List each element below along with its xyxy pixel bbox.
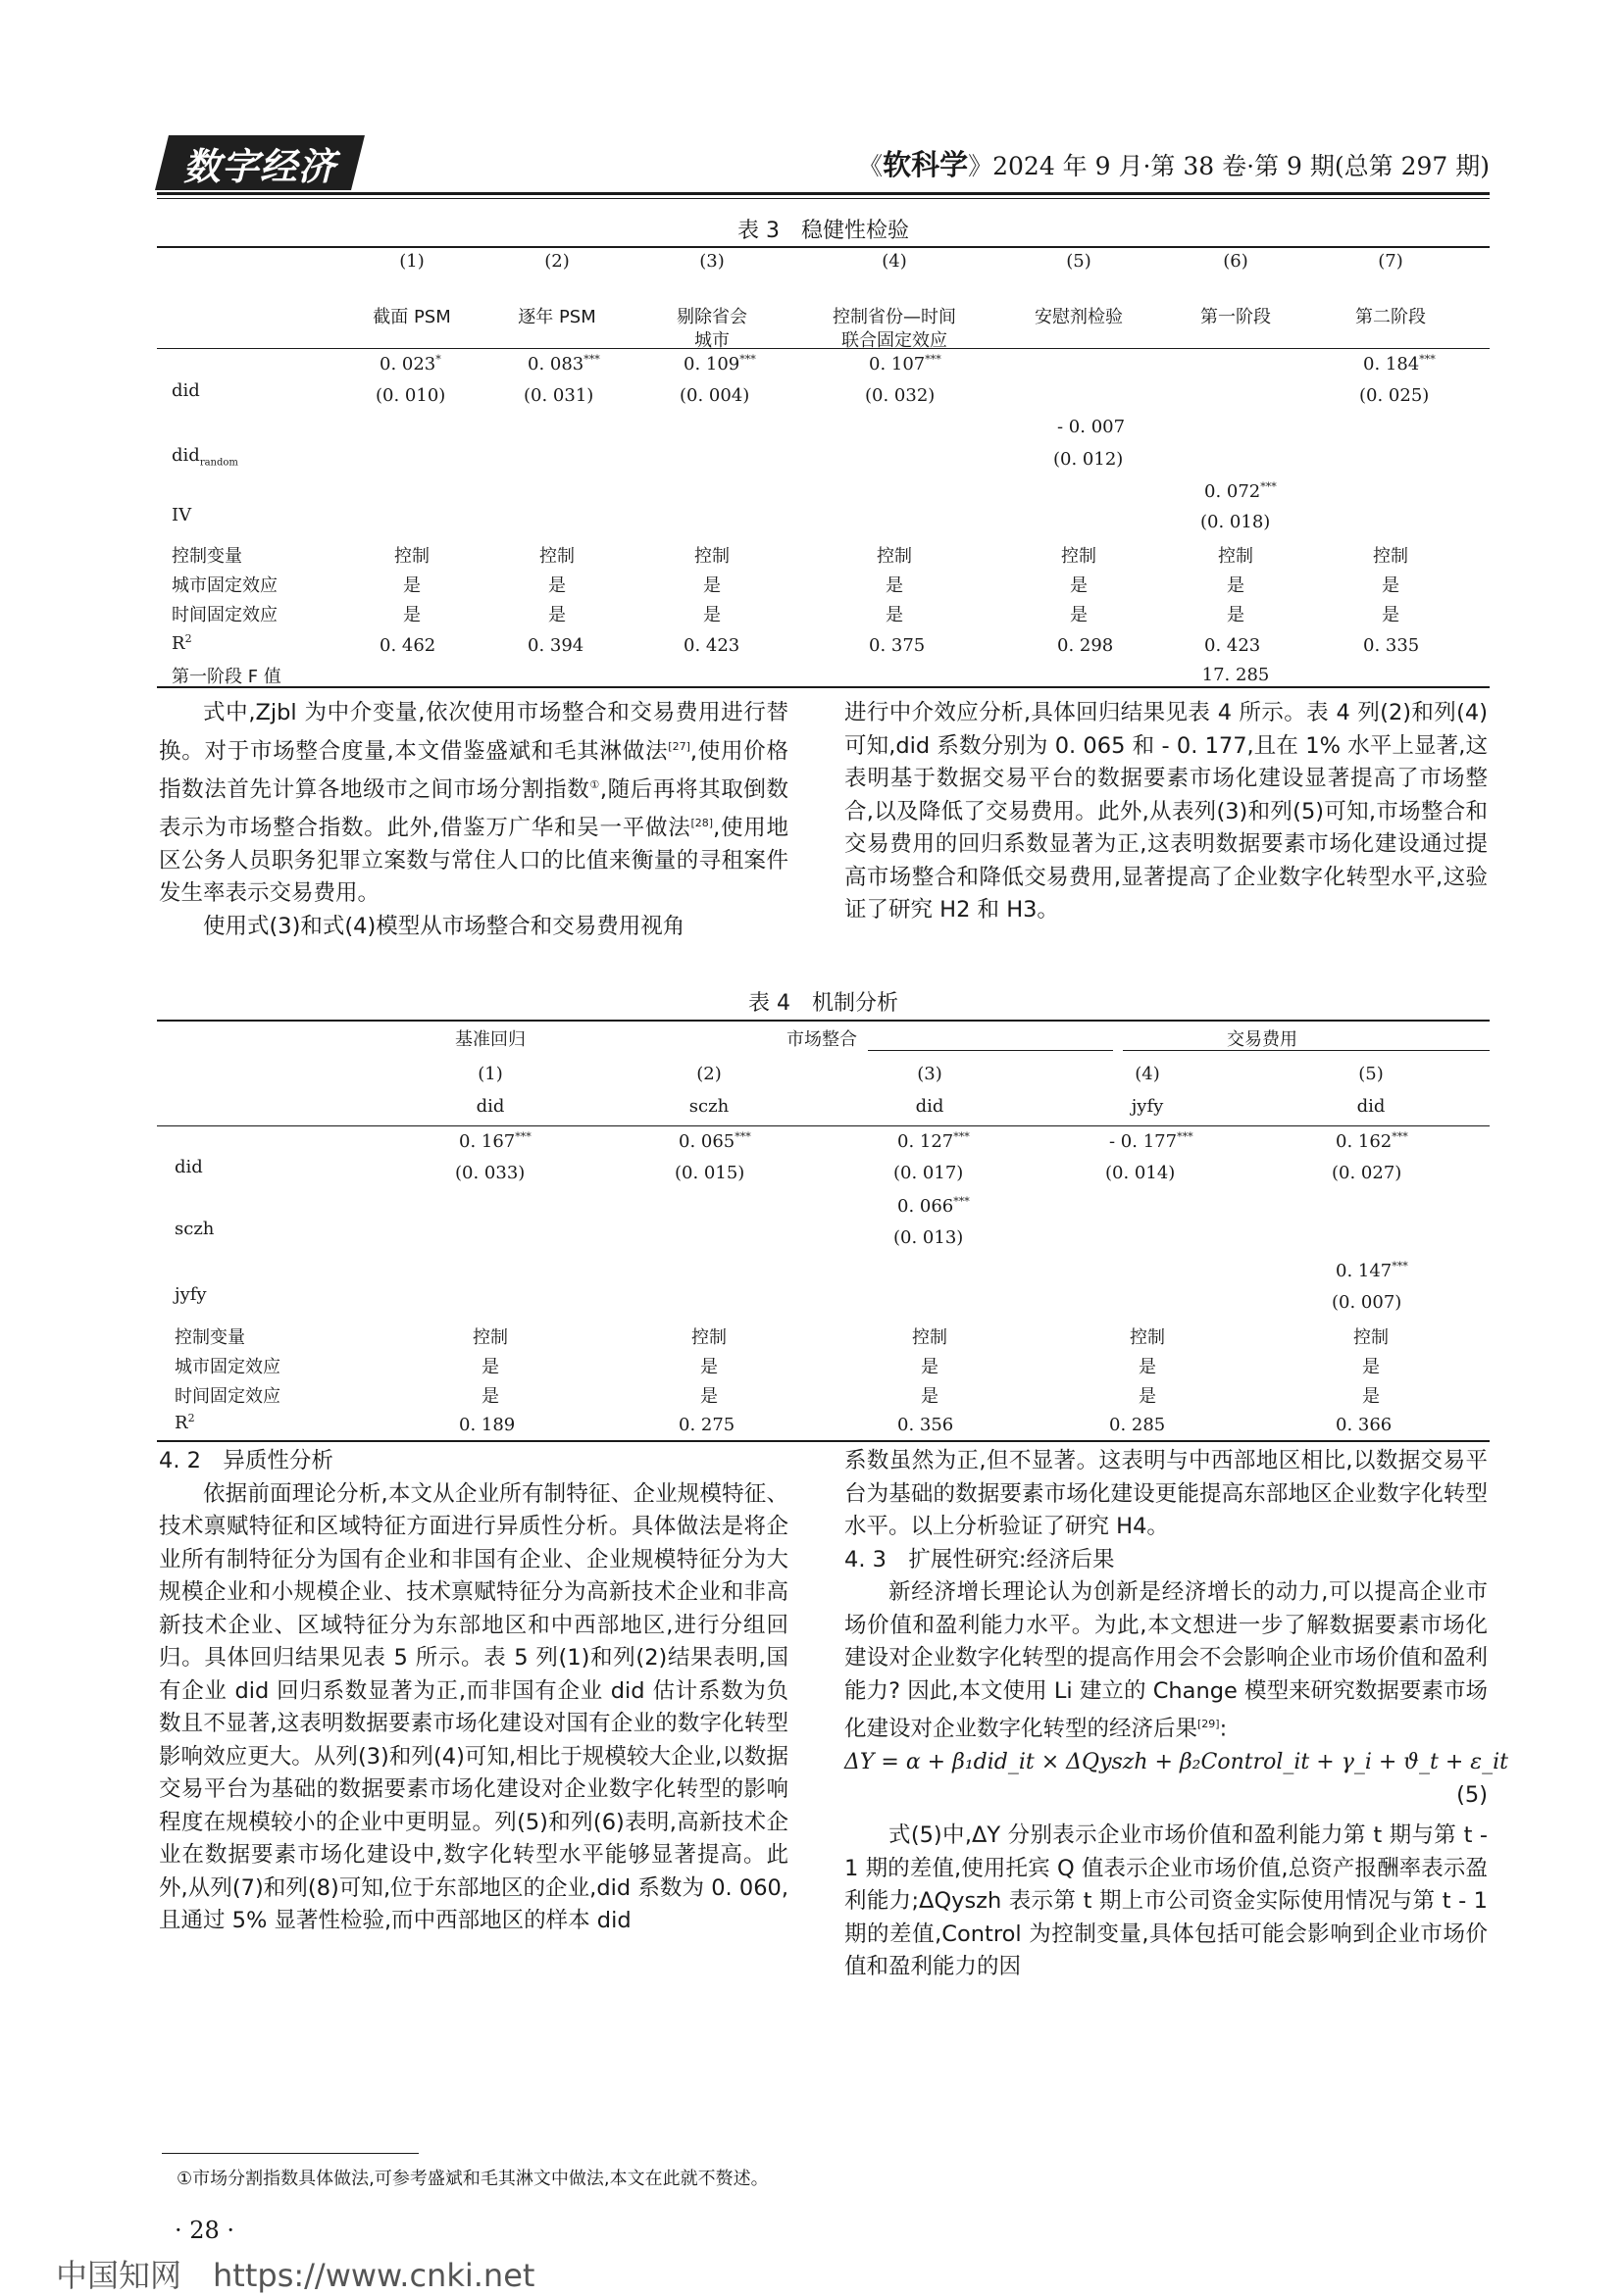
t3-did-se: (0. 032) xyxy=(865,385,936,406)
table4-group-rule-cost xyxy=(1123,1050,1490,1051)
significance-stars: *** xyxy=(925,353,941,366)
t3-did-coef xyxy=(1363,353,1436,374)
t3-row-label-city_fe: 城市固定效应 xyxy=(172,575,278,596)
t3-city_fe-value: 是 xyxy=(1382,575,1399,596)
t3-city_fe-value: 是 xyxy=(403,575,421,596)
t3-row-label-iv: IV xyxy=(172,505,192,525)
paragraph-model: 使用式(3)和式(4)模型从市场整合和交易费用视角 xyxy=(203,913,685,939)
t4-row-label-time_fe: 时间固定效应 xyxy=(175,1386,280,1407)
coef-value: 0. 107 xyxy=(869,354,926,374)
t4-city_fe-value: 是 xyxy=(482,1357,499,1377)
t3-city_fe-value: 是 xyxy=(703,575,721,596)
t3-controls-value: 控制 xyxy=(539,546,575,567)
paragraph-growth-theory xyxy=(844,1576,1488,1746)
text-run: 式中,Zjbl 为中介变量,依次使用市场整合和交易费用进行替换。对于市场整合度量,本文借鉴盛斌和毛其淋做法 xyxy=(159,700,788,764)
coef-value: - 0. 177 xyxy=(1109,1131,1178,1152)
t3-did-se: (0. 004) xyxy=(680,385,750,406)
t4-did-coef xyxy=(897,1130,970,1152)
t3-city_fe-value: 是 xyxy=(1070,575,1088,596)
t3-time_fe-value: 是 xyxy=(548,605,566,625)
equation-number: (5) xyxy=(1456,1781,1488,1808)
header-rule-thin xyxy=(157,198,1490,199)
table3-header-rule xyxy=(157,348,1490,349)
paragraph-heterogeneity: 依据前面理论分析,本文从企业所有制特征、企业规模特征、技术禀赋特征和区域特征方面进行异质性分析。具体做法是将企业所有制特征分为国有企业和非国有企业、企业规模特征分为大规模企业和小规模企业、技术禀赋特征分为高新技术企业和非高新技术企业、区域特征分为东部地区和中西部地区,进行分组回归。具体回归结果见表 5 所示。表 5 列(1)和列(2)结果表明,国有企业 did 回归系数显著为正,而非国有企业 did 估计系数为负数且不显著,这表明数据要素市场化建设对国有企业的数字化转型影响效应更大。从列(3)和列(4)可知,相比于规模较大企业,以数据交易平台为基础的数据要素市场化建设对企业数字化转型的影响程度在规模较小的企业中更明显。列(5)和列(6)表明,高新技术企业在数据要素市场化建设中,数字化转型水平能够显著提高。此外,从列(7)和列(8)可知,位于东部地区的企业,did 系数为 0. 060,且通过 5% 显著性检验,而中西部地区的样本 did xyxy=(159,1480,788,1933)
t4-did-se: (0. 027) xyxy=(1332,1163,1402,1183)
page-number: · 28 · xyxy=(175,2217,235,2244)
t4-jyfy-coef xyxy=(1336,1260,1408,1281)
coef-value: 0. 065 xyxy=(679,1131,735,1152)
table4-caption: 表 4 机制分析 xyxy=(748,991,898,1016)
equation-5 xyxy=(844,1746,1508,1779)
journal-issue: 》2024 年 9 月·第 38 卷·第 9 期(总第 297 期) xyxy=(968,152,1490,180)
coef-value: 0. 023 xyxy=(380,354,436,374)
significance-stars: *** xyxy=(953,1130,970,1143)
t3-row-label-f: 第一阶段 F 值 xyxy=(172,667,281,687)
t4-controls-value: 控制 xyxy=(1353,1327,1389,1348)
t4-city_fe-value: 是 xyxy=(1139,1357,1156,1377)
coef-value: 0. 109 xyxy=(684,354,740,374)
t4-row-label-city_fe: 城市固定效应 xyxy=(175,1357,280,1377)
coef-value: 0. 147 xyxy=(1336,1261,1393,1281)
t4-jyfy-se: (0. 007) xyxy=(1332,1292,1402,1313)
t4-did-coef xyxy=(1336,1130,1408,1152)
t4-time_fe-value: 是 xyxy=(1362,1386,1380,1407)
t3-did-se: (0. 025) xyxy=(1359,385,1430,406)
significance-stars: *** xyxy=(953,1195,970,1208)
t4-did-coef xyxy=(459,1130,532,1152)
t3-row-label-did-random: did$_{random}$ xyxy=(172,445,238,469)
journal-name: 软科学 xyxy=(883,148,969,181)
t4-dep-var: jyfy xyxy=(1131,1096,1164,1117)
table4-top-rule xyxy=(157,1020,1490,1022)
t3-time_fe-value: 是 xyxy=(403,605,421,625)
t3-col-label-2: 城市 xyxy=(694,330,730,351)
t3-col-num: (7) xyxy=(1378,251,1403,272)
t3-row-label-controls: 控制变量 xyxy=(172,546,242,567)
t4-row-label-jyfy: jyfy xyxy=(175,1284,207,1305)
coef-value: 0. 072 xyxy=(1204,481,1261,502)
header-rule xyxy=(157,192,1490,195)
t3-controls-value: 控制 xyxy=(1373,546,1408,567)
t3-did-se: (0. 031) xyxy=(524,385,594,406)
significance-stars: *** xyxy=(515,1130,532,1143)
significance-stars: *** xyxy=(739,353,756,366)
section-logo-text: 数字经济 xyxy=(182,144,336,188)
t4-dep-var: did xyxy=(476,1096,505,1117)
t4-col-num: (1) xyxy=(478,1064,503,1084)
t3-controls-value: 控制 xyxy=(877,546,912,567)
t3-r2-value: 0. 423 xyxy=(684,635,740,656)
t3-did-coef xyxy=(684,353,756,374)
significance-stars: *** xyxy=(1260,480,1277,493)
heading-4-2: 4. 2 异质性分析 xyxy=(159,1448,333,1473)
t4-city_fe-value: 是 xyxy=(1362,1357,1380,1377)
t4-row-label-controls: 控制变量 xyxy=(175,1327,245,1348)
t4-row-label-sczh: sczh xyxy=(175,1219,215,1239)
coef-value: 0. 127 xyxy=(897,1131,954,1152)
t4-controls-value: 控制 xyxy=(691,1327,727,1348)
t3-row-label-time_fe: 时间固定效应 xyxy=(172,605,278,625)
right-column-bottom xyxy=(844,1445,1508,1984)
t3-col-label: 安慰剂检验 xyxy=(1035,307,1123,327)
t4-time_fe-value: 是 xyxy=(700,1386,718,1407)
t4-dep-var: sczh xyxy=(688,1096,730,1117)
t3-iv-se: (0. 018) xyxy=(1200,512,1271,532)
t3-controls-value: 控制 xyxy=(1218,546,1253,567)
t3-city_fe-value: 是 xyxy=(886,575,903,596)
t3-col-num: (3) xyxy=(699,251,725,272)
t4-dep-var: did xyxy=(915,1096,944,1117)
t3-col-num: (1) xyxy=(399,251,425,272)
t3-r2-value: 0. 335 xyxy=(1363,635,1420,656)
t3-time_fe-value: 是 xyxy=(1227,605,1244,625)
t3-did-coef xyxy=(869,353,941,374)
t3-controls-value: 控制 xyxy=(394,546,430,567)
t3-col-label: 逐年 PSM xyxy=(518,307,596,327)
t3-city_fe-value: 是 xyxy=(1227,575,1244,596)
watermark: 中国知网 https://www.cnki.net xyxy=(56,2257,535,2294)
t4-did-coef xyxy=(679,1130,751,1152)
t4-row-label-r2: $R^2$ xyxy=(175,1412,195,1433)
t3-time_fe-value: 是 xyxy=(1382,605,1399,625)
text-run: 新经济增长理论认为创新是经济增长的动力,可以提高企业市场价值和盈利能力水平。为此,本文想进一步了解数据要素市场化建设对企业数字化转型的提高作用会不会影响企业市场价值和盈利能力? 因此,本文使用 Li 建立的 Change 模型来研究数据要素市场化建设对企业数字化转型的经济后果 xyxy=(844,1579,1488,1742)
t4-city_fe-value: 是 xyxy=(700,1357,718,1377)
table3-bottom-rule xyxy=(157,686,1490,688)
t4-sczh-coef xyxy=(897,1195,970,1217)
text-run: : xyxy=(1219,1716,1228,1742)
coef-value: 0. 066 xyxy=(897,1196,954,1217)
t3-col-label: 截面 PSM xyxy=(373,307,451,327)
equation-text: ΔY = α + β₁did_it × ΔQyszh + β₂Control_it + γ_i + ϑ_t + ε_it xyxy=(844,1750,1508,1774)
t3-row-label-did: did xyxy=(172,380,200,401)
t3-r2-value: 0. 298 xyxy=(1057,635,1114,656)
t4-did-se: (0. 014) xyxy=(1105,1163,1176,1183)
t3-r2-value: 0. 375 xyxy=(869,635,926,656)
citation-29: [29] xyxy=(1197,1718,1220,1730)
table3-caption: 表 3 稳健性检验 xyxy=(737,219,909,243)
significance-stars: *** xyxy=(1177,1130,1193,1143)
t4-col-num: (2) xyxy=(696,1064,722,1084)
t4-r2-value: 0. 285 xyxy=(1109,1415,1166,1435)
t3-didrandom-coef: - 0. 007 xyxy=(1057,417,1126,437)
left-column-bottom xyxy=(159,1445,788,1938)
t3-time_fe-value: 是 xyxy=(703,605,721,625)
t4-col-num: (4) xyxy=(1135,1064,1160,1084)
heading-4-3: 4. 3 扩展性研究:经济后果 xyxy=(844,1546,1115,1572)
t3-col-label: 第一阶段 xyxy=(1200,307,1271,327)
t3-r2-value: 0. 423 xyxy=(1204,635,1261,656)
t3-iv-coef xyxy=(1204,480,1277,502)
journal-bracket: 《 xyxy=(858,152,884,180)
paragraph-mediator xyxy=(159,697,788,911)
text-run: ,使用地区公务人员职务犯罪立案数与常住人口的比值来衡量的寻租案件发生率表示交易费用。 xyxy=(159,815,788,906)
t4-col-num: (3) xyxy=(917,1064,942,1084)
t4-r2-value: 0. 366 xyxy=(1336,1415,1393,1435)
t4-col-num: (5) xyxy=(1358,1064,1384,1084)
right-column-top xyxy=(844,697,1488,927)
footnote-rule xyxy=(162,2153,419,2154)
t4-did-se: (0. 017) xyxy=(893,1163,964,1183)
t4-controls-value: 控制 xyxy=(1130,1327,1165,1348)
significance-stars: *** xyxy=(1419,353,1436,366)
coef-value: 0. 167 xyxy=(459,1131,516,1152)
left-column-top xyxy=(159,697,788,943)
t3-col-label-2: 联合固定效应 xyxy=(841,330,947,351)
t4-did-se: (0. 033) xyxy=(455,1163,526,1183)
t3-col-num: (6) xyxy=(1223,251,1248,272)
t3-col-num: (4) xyxy=(882,251,907,272)
t3-col-label: 第二阶段 xyxy=(1355,307,1426,327)
t3-city_fe-value: 是 xyxy=(548,575,566,596)
paragraph-equation-explanation: 式(5)中,ΔY 分别表示企业市场价值和盈利能力第 t 期与第 t - 1 期的差值,使用托宾 Q 值表示企业市场价值,总资产报酬率表示盈利能力;ΔQyszh 表示第 t 期上市公司资金实际使用情况与第 t - 1 期的差值,Control 为控制变量,具体包括可能会影响到企业市场价值和盈利能力的因 xyxy=(844,1822,1488,1979)
t3-col-label: 剔除省会 xyxy=(677,307,747,327)
table3-top-rule xyxy=(157,246,1490,248)
citation-27: [27] xyxy=(668,739,690,753)
t3-f-value: 17. 285 xyxy=(1201,665,1270,685)
t4-time_fe-value: 是 xyxy=(1139,1386,1156,1407)
footnote-marker: ① xyxy=(589,777,600,791)
t3-controls-value: 控制 xyxy=(1061,546,1096,567)
significance-stars: *** xyxy=(735,1130,751,1143)
t4-did-coef xyxy=(1109,1130,1193,1152)
significance-stars: *** xyxy=(1392,1130,1408,1143)
t3-time_fe-value: 是 xyxy=(886,605,903,625)
t3-row-label-r2: $R^2$ xyxy=(172,632,192,654)
t3-did-coef xyxy=(528,353,600,374)
t3-r2-value: 0. 394 xyxy=(528,635,584,656)
coef-value: 0. 162 xyxy=(1336,1131,1393,1152)
t3-did-coef xyxy=(380,353,441,374)
t3-did-se: (0. 010) xyxy=(376,385,446,406)
coef-value: 0. 184 xyxy=(1363,354,1420,374)
table4-bottom-rule xyxy=(157,1440,1490,1442)
table4-group-rule-market xyxy=(868,1050,1113,1051)
t3-col-num: (5) xyxy=(1066,251,1091,272)
table4-header-rule xyxy=(157,1125,1490,1126)
text-run: ,使用价格指数法首先计算各地级市之间市场分割指数 xyxy=(159,738,789,802)
t4-time_fe-value: 是 xyxy=(921,1386,938,1407)
t4-sczh-se: (0. 013) xyxy=(893,1227,964,1248)
footnote: ①市场分割指数具体做法,可参考盛斌和毛其淋文中做法,本文在此就不赘述。 xyxy=(177,2169,769,2189)
t3-col-num: (2) xyxy=(544,251,570,272)
t4-group-cost: 交易费用 xyxy=(1227,1029,1297,1050)
journal-info xyxy=(858,143,1490,183)
t4-row-label-did: did xyxy=(175,1157,203,1177)
t4-controls-value: 控制 xyxy=(473,1327,508,1348)
t4-group-market: 市场整合 xyxy=(786,1029,857,1050)
significance-stars: *** xyxy=(1392,1260,1408,1273)
citation-28: [28] xyxy=(690,816,714,829)
significance-stars: * xyxy=(435,353,441,366)
t4-group-baseline: 基准回归 xyxy=(455,1029,526,1050)
t3-col-label: 控制省份—时间 xyxy=(833,307,956,327)
t3-didrandom-se: (0. 012) xyxy=(1053,449,1124,470)
paragraph-h4: 系数虽然为正,但不显著。这表明与中西部地区相比,以数据交易平台为基础的数据要素市场化建设更能提高东部地区企业数字化转型水平。以上分析验证了研究 H4。 xyxy=(844,1448,1488,1539)
paragraph-mediation-results: 进行中介效应分析,具体回归结果见表 4 所示。表 4 列(2)和列(4)可知,did 系数分别为 0. 065 和 - 0. 177,且在 1% 水平上显著,这表明基于数据交易平台的数据要素市场化建设显著提高了市场整合,以及降低了交易费用。此外,从表列(3)和列(5)可知,市场整合和交易费用的回归系数显著为正,这表明数据要素市场化建设通过提高市场整合和降低交易费用,显著提高了企业数字化转型水平,这验证了研究 H2 和 H3。 xyxy=(844,700,1488,923)
t4-dep-var: did xyxy=(1356,1096,1386,1117)
t4-r2-value: 0. 356 xyxy=(897,1415,954,1435)
t4-time_fe-value: 是 xyxy=(482,1386,499,1407)
t4-r2-value: 0. 189 xyxy=(459,1415,516,1435)
t3-time_fe-value: 是 xyxy=(1070,605,1088,625)
t4-controls-value: 控制 xyxy=(912,1327,947,1348)
t3-r2-value: 0. 462 xyxy=(380,635,436,656)
t4-city_fe-value: 是 xyxy=(921,1357,938,1377)
t4-r2-value: 0. 275 xyxy=(679,1415,735,1435)
coef-value: 0. 083 xyxy=(528,354,584,374)
significance-stars: *** xyxy=(583,353,600,366)
section-logo xyxy=(155,135,365,190)
t3-controls-value: 控制 xyxy=(694,546,730,567)
text-run: ,随后再将其取倒数表示为市场整合指数。此外,借鉴万广华和吴一平做法 xyxy=(159,776,788,840)
t4-did-se: (0. 015) xyxy=(675,1163,745,1183)
